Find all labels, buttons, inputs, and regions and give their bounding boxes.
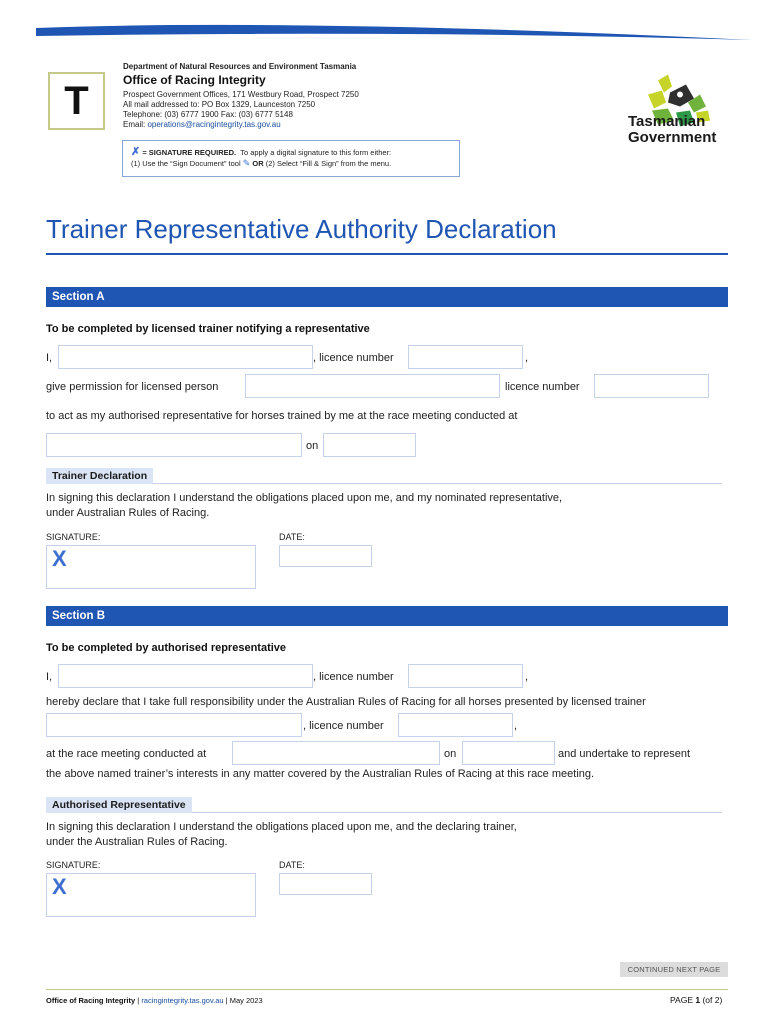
page-label: PAGE	[670, 995, 696, 1005]
section-b-header: Section B	[46, 606, 728, 626]
footer-info	[46, 996, 263, 1005]
trainer-signature-field[interactable]	[46, 545, 256, 589]
section-a-comma: ,	[525, 352, 529, 364]
title-divider	[46, 253, 728, 255]
act-as-representative-text: to act as my authorised representative for horses trained by me at the race meeting conducted at	[46, 410, 518, 422]
section-b-date-label: DATE:	[279, 860, 305, 870]
logo-wordmark	[628, 114, 716, 146]
contact-details	[123, 90, 359, 130]
section-b-venue-field[interactable]	[232, 741, 440, 765]
footer-office: Office of Racing Integrity	[46, 996, 136, 1005]
sign-pen-icon: ✎	[242, 158, 251, 168]
page-number: 1	[695, 995, 701, 1005]
section-b-trainer-licence-label: , licence number	[303, 720, 384, 732]
section-a-on-label: on	[306, 440, 319, 452]
section-b-i-label: I,	[46, 671, 53, 683]
representative-self-licence-field[interactable]	[408, 664, 523, 688]
header-swoosh	[0, 0, 770, 60]
trainer-declaration-line-1: In signing this declaration I understand the obligations placed upon me, and my nominated representative,	[46, 492, 563, 504]
representative-declaration-line-1: In signing this declaration I understand the obligations placed upon me, and the declaring trainer,	[46, 821, 517, 833]
representative-licence-field[interactable]	[594, 374, 709, 398]
section-b-licence-label: , licence number	[313, 671, 394, 683]
responsibility-text: hereby declare that I take full responsibility under the Australian Rules of Racing for all horses presented by licensed trainer	[46, 696, 646, 708]
race-meeting-venue-field[interactable]	[46, 433, 302, 457]
signature-x-icon: ✗	[131, 146, 141, 158]
trainer-declaration-line-2: under Australian Rules of Racing.	[46, 507, 210, 519]
authorised-representative-bar	[46, 797, 722, 813]
trainer-name-field[interactable]	[58, 345, 313, 369]
logo-text-line-1: Tasmanian	[628, 113, 706, 130]
trainer-licence-field[interactable]	[408, 345, 523, 369]
race-meeting-date-field[interactable]	[323, 433, 416, 457]
representative-date-field[interactable]	[279, 873, 372, 895]
section-a-date-label: DATE:	[279, 532, 305, 542]
footer-date: | May 2023	[223, 996, 263, 1005]
declaring-trainer-licence-field[interactable]	[398, 713, 513, 737]
section-b-comma: ,	[525, 671, 529, 683]
signature-required-text: To apply a digital signature to this form either:	[240, 148, 392, 157]
section-b-date-field[interactable]	[462, 741, 555, 765]
page-total: (of 2)	[700, 995, 723, 1005]
page-title: Trainer Representative Authority Declaration	[46, 214, 557, 244]
section-b-subheading: To be completed by authorised representative	[46, 642, 287, 654]
department-name: Department of Natural Resources and Environment Tasmania	[123, 62, 357, 71]
footer-separator-1: |	[135, 996, 142, 1005]
logo-text-line-2: Government	[628, 129, 717, 146]
section-b-comma-2: ,	[514, 720, 518, 732]
authorised-representative-label: Authorised Representative	[46, 797, 192, 813]
trainer-date-field[interactable]	[279, 545, 372, 567]
email-line	[123, 120, 359, 130]
email-label: Email:	[123, 120, 148, 129]
representative-declaration-text	[46, 820, 517, 850]
trainer-declaration-text	[46, 491, 562, 521]
signature-or-label: OR	[252, 159, 264, 168]
continued-next-page-button[interactable]: CONTINUED NEXT PAGE	[620, 962, 728, 977]
trainer-declaration-label: Trainer Declaration	[46, 468, 153, 484]
footer-divider	[46, 989, 728, 990]
section-b-signature-label: SIGNATURE:	[46, 860, 101, 870]
declaring-trainer-name-field[interactable]	[46, 713, 302, 737]
signature-required-label: = SIGNATURE REQUIRED.	[142, 148, 237, 157]
representative-signature-field[interactable]	[46, 873, 256, 917]
section-a-signature-label: SIGNATURE:	[46, 532, 101, 542]
section-a-licence-label: , licence number	[313, 352, 394, 364]
signature-option-2: (2) Select “Fill & Sign” from the menu.	[265, 159, 392, 168]
signature-x-icon: X	[52, 874, 67, 899]
trainer-declaration-bar	[46, 468, 722, 484]
address-line-2: All mail addressed to: PO Box 1329, Launceston 7250	[123, 100, 316, 109]
form-letter-badge: T	[48, 72, 105, 130]
trainer-declaration-rule	[153, 483, 722, 484]
address-line-3: Telephone: (03) 6777 1900 Fax: (03) 6777 5148	[123, 110, 293, 119]
interests-text: the above named trainer’s interests in any matter covered by the Australian Rules of Racing at this race meeting.	[46, 768, 595, 780]
meeting-conducted-label: at the race meeting conducted at	[46, 748, 207, 760]
representative-self-name-field[interactable]	[58, 664, 313, 688]
footer-website-link[interactable]: racingintegrity.tas.gov.au	[141, 996, 224, 1005]
address-line-1: Prospect Government Offices, 171 Westbury Road, Prospect 7250	[123, 90, 359, 99]
representative-name-field[interactable]	[245, 374, 500, 398]
section-a-i-label: I,	[46, 352, 53, 364]
authorised-representative-rule	[192, 812, 722, 813]
undertake-label: and undertake to represent	[558, 748, 691, 760]
representative-licence-label: licence number	[505, 381, 580, 393]
representative-declaration-line-2: under the Australian Rules of Racing.	[46, 836, 228, 848]
page-indicator	[670, 995, 722, 1005]
permission-label: give permission for licensed person	[46, 381, 219, 393]
email-link[interactable]: operations@racingintegrity.tas.gov.au	[147, 120, 281, 129]
section-b-on-label: on	[444, 748, 457, 760]
office-name: Office of Racing Integrity	[123, 73, 266, 87]
signature-notice	[122, 140, 460, 177]
signature-option-1: (1) Use the “Sign Document” tool	[131, 159, 241, 168]
section-a-subheading: To be completed by licensed trainer notifying a representative	[46, 323, 370, 335]
section-a-header: Section A	[46, 287, 728, 307]
signature-x-icon: X	[52, 546, 67, 571]
